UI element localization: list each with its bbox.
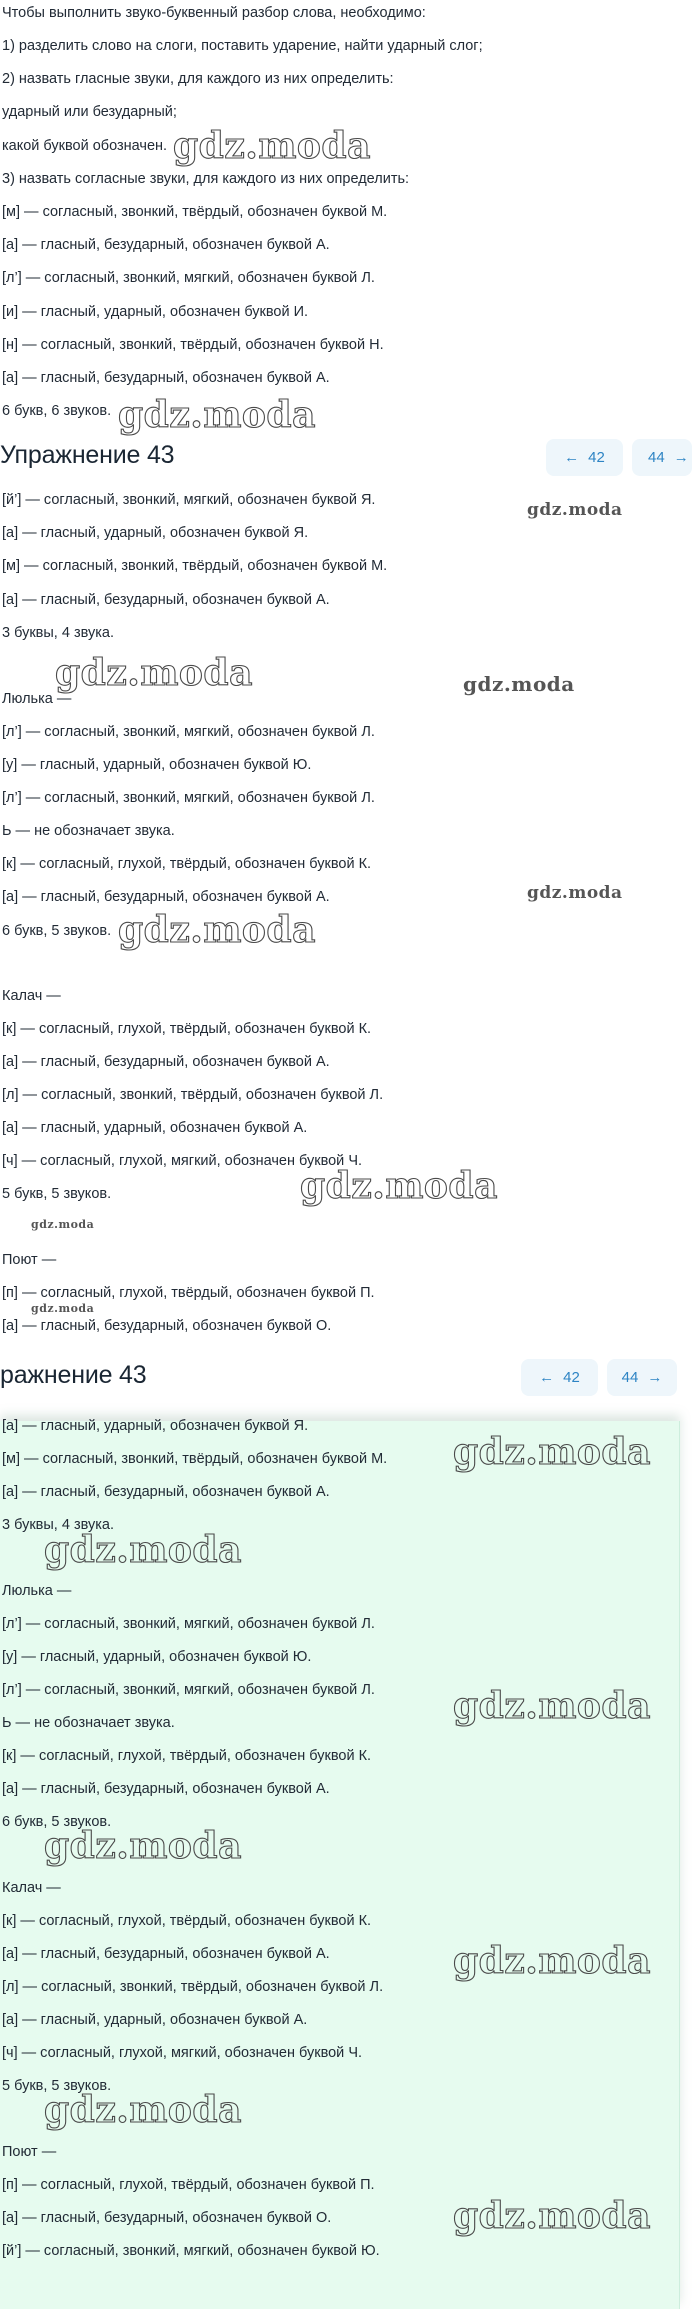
intro-line: 6 букв, 6 звуков. — [2, 403, 112, 419]
intro-line: [а] — гласный, безударный, обозначен буквой А. — [2, 237, 330, 253]
arrow-right-icon: → — [647, 1369, 663, 1386]
answer-line: [а] — гласный, безударный, обозначен буквой А. — [2, 1946, 330, 1962]
answer-line: [а] — гласный, безударный, обозначен буквой А. — [2, 1054, 330, 1070]
watermark: gdz.moda — [463, 672, 575, 696]
answer-line: [л’] — согласный, звонкий, мягкий, обозначен буквой Л. — [2, 1682, 375, 1698]
answer-line: [й’] — согласный, звонкий, мягкий, обозначен буквой Ю. — [2, 2243, 380, 2259]
answer-line: [л’] — согласный, звонкий, мягкий, обозначен буквой Л. — [2, 724, 375, 740]
arrow-right-icon: → — [673, 449, 689, 466]
answer-line: [м] — согласный, звонкий, твёрдый, обозначен буквой М. — [2, 1451, 388, 1467]
watermark: gdz.moda — [118, 909, 316, 951]
answer-line: [л’] — согласный, звонкий, мягкий, обозначен буквой Л. — [2, 790, 375, 806]
answer-line: [ч] — согласный, глухой, мягкий, обозначен буквой Ч. — [2, 2045, 363, 2061]
answer-line: [а] — гласный, ударный, обозначен буквой А. — [2, 2012, 308, 2028]
next-exercise-label: 44 — [621, 1369, 639, 1386]
answer-line: [а] — гласный, безударный, обозначен буквой О. — [2, 2210, 332, 2226]
prev-exercise-label: 42 — [563, 1369, 580, 1386]
watermark: gdz.moda — [173, 125, 371, 167]
watermark: gdz.moda — [31, 1218, 95, 1231]
watermark: gdz.moda — [44, 1529, 242, 1571]
answer-line: [а] — гласный, ударный, обозначен буквой Я. — [2, 1418, 309, 1434]
watermark: gdz.moda — [453, 1431, 651, 1473]
answer-line: 6 букв, 5 звуков. — [2, 1814, 112, 1830]
next-exercise-button[interactable] — [632, 439, 692, 476]
intro-line: какой буквой обозначен. — [2, 138, 168, 154]
answer-line: Ь — не обозначает звука. — [2, 823, 175, 839]
next-exercise-button-repeat[interactable] — [607, 1359, 677, 1396]
answer-line: Калач — — [2, 988, 61, 1004]
answer-line: [а] — гласный, безударный, обозначен буквой А. — [2, 592, 330, 608]
watermark: gdz.moda — [453, 2195, 651, 2237]
answer-line: [а] — гласный, безударный, обозначен буквой А. — [2, 889, 330, 905]
prev-exercise-button[interactable] — [546, 439, 623, 476]
watermark: gdz.moda — [44, 1825, 242, 1867]
answer-line: [п] — согласный, глухой, твёрдый, обозначен буквой П. — [2, 1285, 375, 1301]
answer-line: [а] — гласный, ударный, обозначен буквой Я. — [2, 525, 309, 541]
answer-line: Поют — — [2, 1252, 57, 1268]
watermark: gdz.moda — [55, 652, 253, 694]
watermark: gdz.moda — [44, 2089, 242, 2131]
intro-line: 1) разделить слово на слоги, поставить ударение, найти ударный слог; — [2, 38, 483, 54]
answer-line: Люлька — — [2, 1583, 72, 1599]
watermark: gdz.moda — [31, 1302, 95, 1315]
answer-line: 3 буквы, 4 звука. — [2, 1517, 114, 1533]
answer-line: [л’] — согласный, звонкий, мягкий, обозначен буквой Л. — [2, 1616, 375, 1632]
intro-line: ударный или безударный; — [2, 104, 177, 120]
answer-line: [п] — согласный, глухой, твёрдый, обозначен буквой П. — [2, 2177, 375, 2193]
answer-line: [к] — согласный, глухой, твёрдый, обозначен буквой К. — [2, 1748, 372, 1764]
answer-line: [ч] — согласный, глухой, мягкий, обозначен буквой Ч. — [2, 1153, 363, 1169]
answer-line: [к] — согласный, глухой, твёрдый, обозначен буквой К. — [2, 856, 372, 872]
answer-line: [а] — гласный, ударный, обозначен буквой А. — [2, 1120, 308, 1136]
intro-line: Чтобы выполнить звуко-буквенный разбор слова, необходимо: — [2, 5, 426, 21]
answer-line: [м] — согласный, звонкий, твёрдый, обозначен буквой М. — [2, 558, 388, 574]
intro-line: [м] — согласный, звонкий, твёрдый, обозначен буквой М. — [2, 204, 388, 220]
intro-line: 2) назвать гласные звуки, для каждого из них определить: — [2, 71, 394, 87]
watermark: gdz.moda — [453, 1940, 651, 1982]
intro-line: [а] — гласный, безударный, обозначен буквой А. — [2, 370, 330, 386]
watermark: gdz.moda — [300, 1165, 498, 1207]
answer-line: [л] — согласный, звонкий, твёрдый, обозначен буквой Л. — [2, 1087, 384, 1103]
intro-line: [и] — гласный, ударный, обозначен буквой И. — [2, 304, 309, 320]
answer-line: [л] — согласный, звонкий, твёрдый, обозначен буквой Л. — [2, 1979, 384, 1995]
answer-line: [к] — согласный, глухой, твёрдый, обозначен буквой К. — [2, 1021, 372, 1037]
answer-line: 3 буквы, 4 звука. — [2, 625, 114, 641]
answer-line: Ь — не обозначает звука. — [2, 1715, 175, 1731]
answer-line: Калач — — [2, 1880, 61, 1896]
answer-line: 5 букв, 5 звуков. — [2, 2078, 112, 2094]
answer-line: 5 букв, 5 звуков. — [2, 1186, 112, 1202]
intro-line: 3) назвать согласные звуки, для каждого из них определить: — [2, 171, 410, 187]
answer-line: Люлька — — [2, 691, 72, 707]
exercise-title-repeat: ражнение 43 — [0, 1361, 147, 1389]
answer-line: [й’] — согласный, звонкий, мягкий, обозначен буквой Я. — [2, 492, 376, 508]
prev-exercise-label: 42 — [588, 449, 605, 466]
intro-line: [н] — согласный, звонкий, твёрдый, обозначен буквой Н. — [2, 337, 384, 353]
watermark: gdz.moda — [453, 1685, 651, 1727]
arrow-left-icon: ← — [564, 449, 580, 466]
intro-line: [л’] — согласный, звонкий, мягкий, обозначен буквой Л. — [2, 270, 375, 286]
watermark: gdz.moda — [527, 500, 623, 520]
watermark: gdz.moda — [118, 394, 316, 436]
watermark: gdz.moda — [527, 883, 623, 903]
answer-line: 6 букв, 5 звуков. — [2, 923, 112, 939]
answer-line: Поют — — [2, 2144, 57, 2160]
answer-line: [у] — гласный, ударный, обозначен буквой Ю. — [2, 757, 312, 773]
answer-line: [а] — гласный, безударный, обозначен буквой О. — [2, 1318, 332, 1334]
prev-exercise-button-repeat[interactable] — [521, 1359, 598, 1396]
answer-line: [к] — согласный, глухой, твёрдый, обозначен буквой К. — [2, 1913, 372, 1929]
next-exercise-label: 44 — [648, 449, 665, 466]
answer-box — [0, 1418, 680, 2309]
arrow-left-icon: ← — [539, 1369, 555, 1386]
answer-line: [у] — гласный, ударный, обозначен буквой Ю. — [2, 1649, 312, 1665]
answer-line: [а] — гласный, безударный, обозначен буквой А. — [2, 1781, 330, 1797]
exercise-title: Упражнение 43 — [0, 441, 175, 469]
answer-line: [а] — гласный, безударный, обозначен буквой А. — [2, 1484, 330, 1500]
